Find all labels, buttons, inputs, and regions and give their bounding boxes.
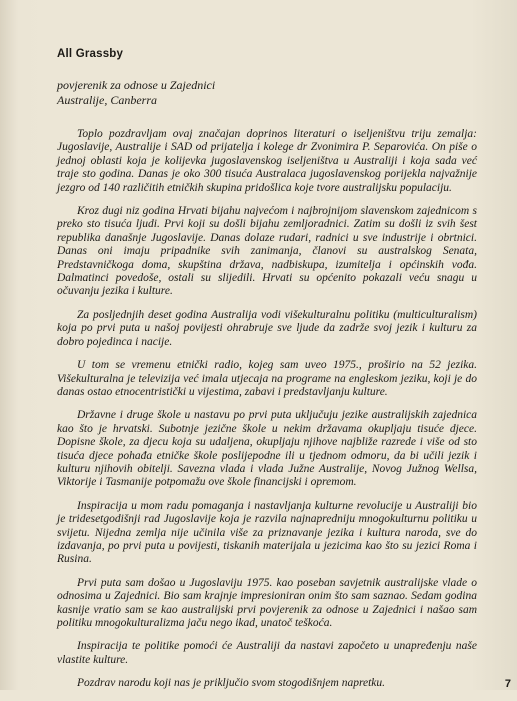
paragraph: U tom se vremenu etnički radio, kojeg sam uveo 1975., proširio na 52 jezika. Višekulturalna je televizija već imala utjecaja na programe na engleskom jeziku, koji je do danas ostao etnocentristički u vijestima, zabavi i predstavljanju kulture. <box>57 359 477 398</box>
paragraph: Prvi puta sam došao u Jugoslaviju 1975. kao poseban savjetnik australijske vlade o odnosima u Zajednici. Bio sam krajnje impresioniran onim što sam saznao. Sedam godina kasnije vratio sam se kao australijski prvi povjerenik za odnose u Zajednici i našao sam politiku mnogokulturalizma jaču nego ikad, unatoč teškoća. <box>57 576 477 629</box>
paragraph: Inspiracija te politike pomoći će Australiji da nastavi započeto u unapređenju naše vlastite kulture. <box>57 640 477 666</box>
paragraph: Toplo pozdravljam ovaj značajan doprinos literaturi o iseljeništvu triju zemalja: Jugoslavije, Australije i SAD od prijatelja i kolege dr Zvonimira P. Separovića. On piše o jednoj oblasti koja je kolijevka jugoslavenskog iseljeništva u Australiji i koja sada već traje sto godina. Danas je oko 300 tisuća Australaca jugoslavenskog porijekla najvažnije jezgro od 140 različitih etničkih skupina pridošlica koje tvore australijsku populaciju. <box>57 128 477 194</box>
author-role-line: povjerenik za odnose u Zajednici <box>57 78 216 92</box>
paragraph: Za posljednjih deset godina Australija vodi višekulturalnu politiku (multiculturalism) koja po prvi puta u našoj povijesti ohrabruje sve ljude da zadrže svoj jezik i kulturu za dobro pojedinca i nacije. <box>57 308 477 348</box>
author-name: All Grassby <box>57 48 124 60</box>
body-text <box>57 128 477 701</box>
author-role <box>57 78 215 108</box>
paragraph: Inspiracija u mom radu pomaganja i nastavljanja kulturne revolucije u Australiji bio je tridesetgodišnji rad Jugoslavije koja je razvila najnapredniju mnogokulturnu politiku u svijetu. Nijedna zemlja nije učinila više za priznavanje jezika i kultura naroda, sve do izdavanja, po prvi puta u povijesti, tiskanih materijala u jezicima kao što su jezici Roma i Rusina. <box>57 499 477 566</box>
paragraph: Državne i druge škole u nastavu po prvi puta uključuju jezike australijskih zajednica kao što je hrvatski. Subotnje jezične škole u nekim državama okupljaju tisuće djece. Dopisne škole, za djecu koja su udaljena, okupljaju njihove najbliže razrede i više od sto tisuća djece pohađa etničke škole poslijepodne ili u tjednom odmoru, da bi učili jezik i kulturu njihovih obitelji. Savezna vlada i vlada Južne Australije, Novog Južnog Wellsa, Viktorije i Tasmanije potpomažu ove škole financijski i opremom. <box>57 409 477 489</box>
paragraph: Kroz dugi niz godina Hrvati bijahu najvećom i najbrojnijom slavenskom zajednicom s preko sto tisuća ljudi. Prvi koji su došli bijahu zemljoradnici. Zatim su došli iz svih šest republika današnje Jugoslavije. Danas dolaze rudari, radnici u sve industrije i obrtnici. Danas oni imaju pripadnike svih zanimanja, članovi su australskog Senata, Predstavničkoga doma, skupština država, nadbiskupa, izumitelja i općinskih vođa. Dalmatinci povedoše, ostali su slijedili. Hrvati su općenito pokazali veću snagu u očuvanju jezika i kulture. <box>57 205 477 298</box>
paragraph: Pozdrav narodu koji nas je priključio svom stogodišnjem napretku. <box>77 677 386 690</box>
author-role-line: Australije, Canberra <box>57 93 158 107</box>
page-number: 7 <box>504 678 511 690</box>
